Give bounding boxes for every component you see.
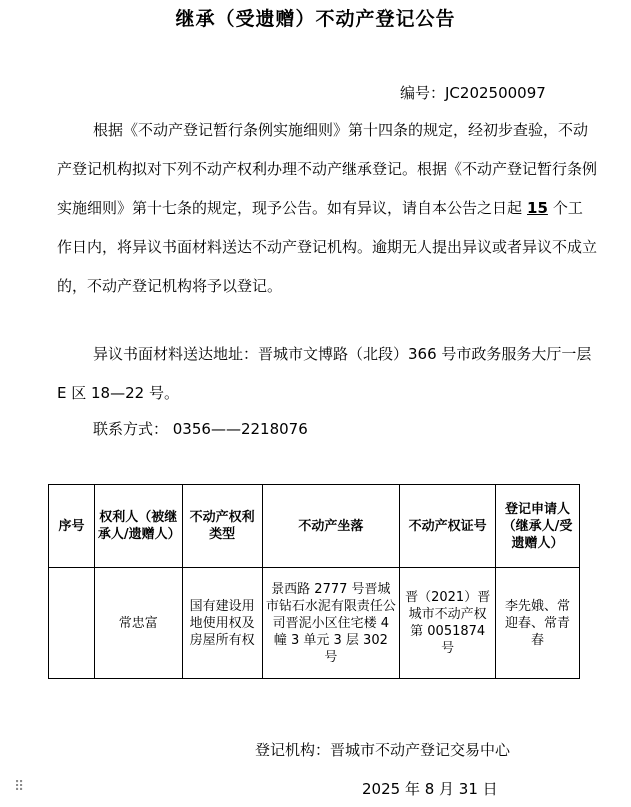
objection-days: 15 — [527, 199, 548, 217]
header-certificate-no: 不动产权证号 — [400, 485, 496, 568]
table-row — [49, 568, 580, 679]
cell-right-type: 国有建设用地使用权及房屋所有权 — [182, 568, 262, 679]
notice-text-after: 个工作日内，将异议书面材料送达不动产登记机构。逾期无人提出异议或者异议不成立的，不动产登记机构将予以登记。 — [57, 199, 598, 295]
header-right-holder: 权利人（被继承人/遗赠人） — [94, 485, 182, 568]
address-text: 异议书面材料送达地址：晋城市文博路（北段）366 号市政务服务大厅一层 E 区 18—22 号。 — [57, 345, 592, 402]
registration-table — [48, 484, 580, 679]
header-location: 不动产坐落 — [262, 485, 400, 568]
cell-certificate-no: 晋（2021）晋城市不动产权第 0051874 号 — [400, 568, 496, 679]
header-right-type: 不动产权利类型 — [182, 485, 262, 568]
page-title: 继承（受遗赠）不动产登记公告 — [175, 8, 456, 30]
cell-location: 景西路 2777 号晋城市钻石水泥有限责任公司晋泥小区住宅楼 4 幢 3 单元 3 层 302 号 — [262, 568, 400, 679]
cell-right-holder: 常忠富 — [94, 568, 182, 679]
drag-handle-icon[interactable]: ⠿ — [14, 779, 24, 795]
notice-text-before: 根据《不动产登记暂行条例实施细则》第十四条的规定，经初步查验，不动产登记机构拟对下列不动产权利办理不动产继承登记。根据《不动产登记暂行条例实施细则》第十七条的规定，现予公告。如有异议，请自本公告之日起 — [57, 121, 598, 217]
table-header-row — [49, 485, 580, 568]
notice-paragraph — [57, 111, 597, 306]
cell-applicant: 李先娥、常迎春、常青春 — [496, 568, 580, 679]
document-number: 编号：JC202500097 — [400, 84, 546, 102]
header-serial: 序号 — [49, 485, 95, 568]
contact-text: 联系方式： 0356——2218076 — [93, 420, 308, 438]
header-applicant: 登记申请人（继承人/受遗赠人） — [496, 485, 580, 568]
registration-organization: 登记机构：晋城市不动产登记交易中心 — [255, 741, 511, 759]
address-paragraph — [57, 335, 597, 413]
cell-serial — [49, 568, 95, 679]
announcement-date: 2025 年 8 月 31 日 — [362, 780, 498, 798]
contact-paragraph — [57, 410, 597, 449]
